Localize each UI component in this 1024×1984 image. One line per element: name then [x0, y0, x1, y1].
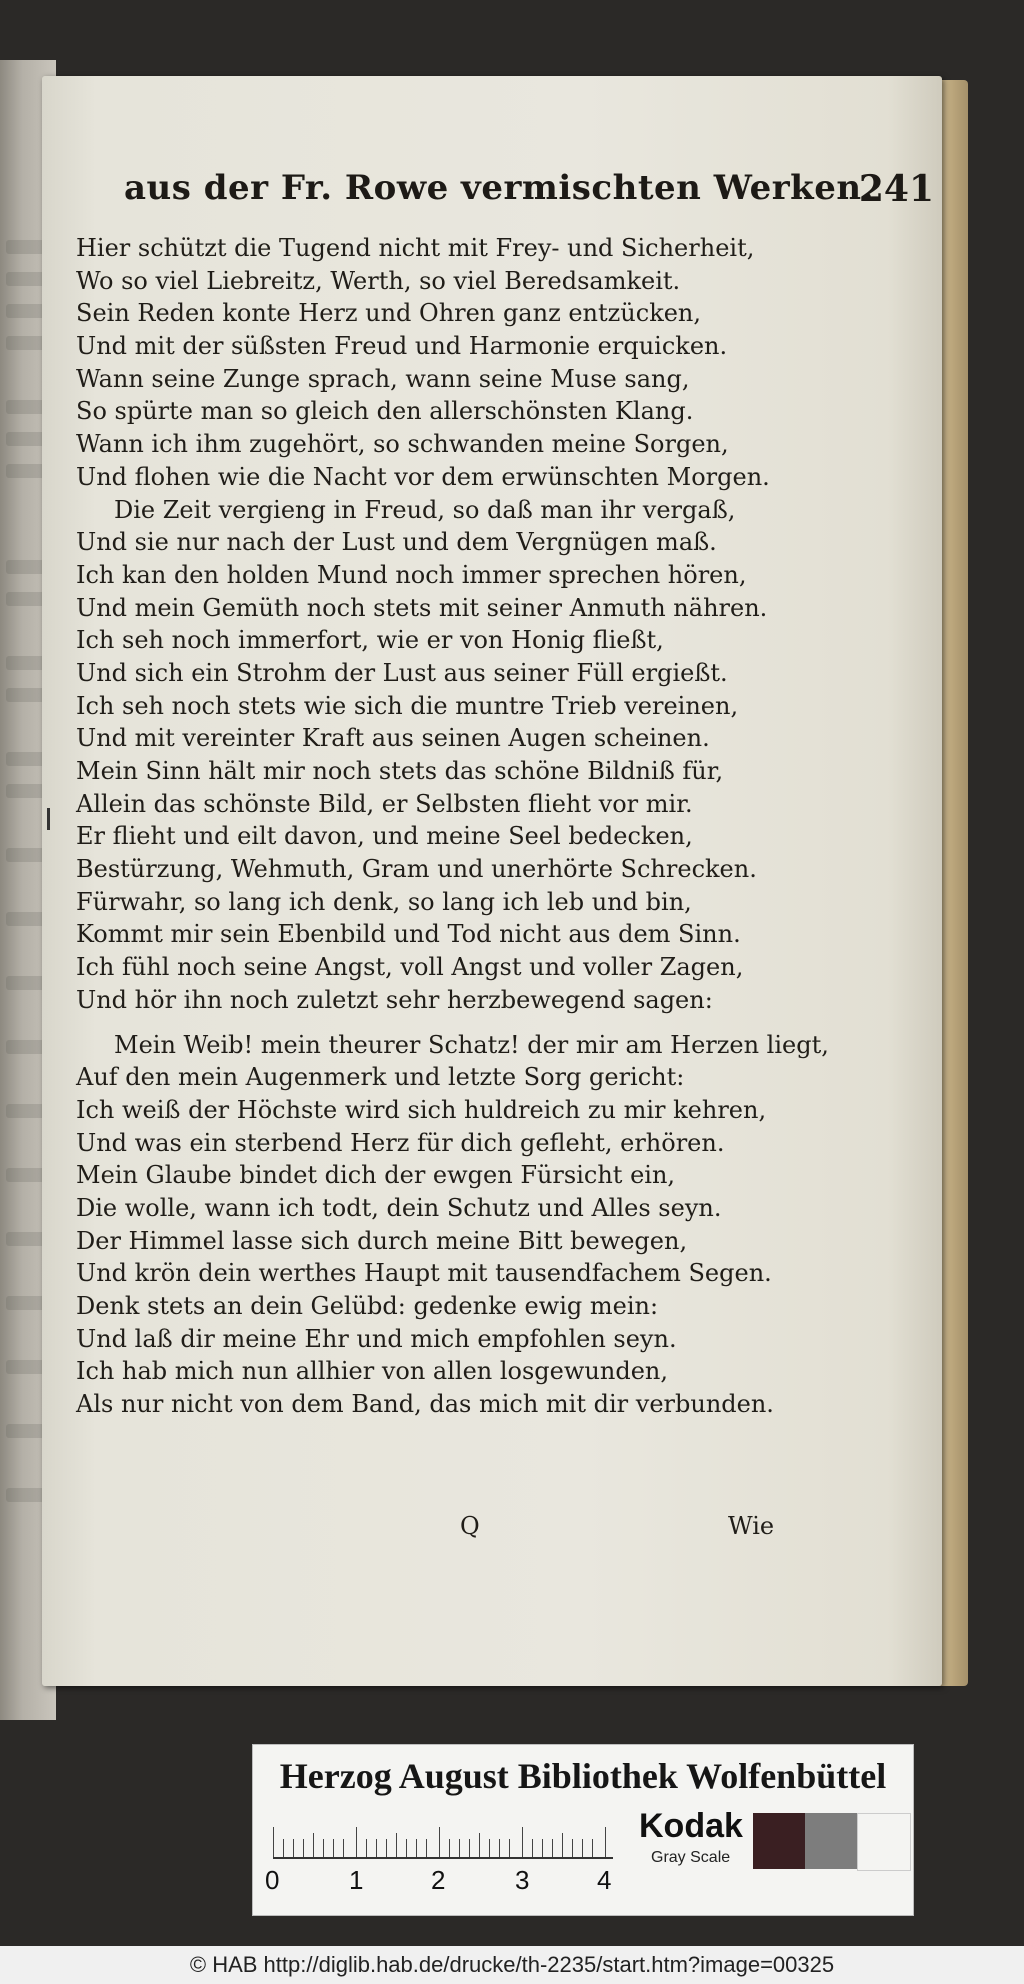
- text-line: Sein Reden konte Herz und Ohren ganz entzücken,: [76, 299, 702, 328]
- ruler-scale: [273, 1811, 613, 1859]
- kodak-logo: Kodak: [639, 1807, 743, 1845]
- text-line: Fürwahr, so lang ich denk, so lang ich leb und bin,: [76, 887, 692, 916]
- text-line: Und mein Gemüth noch stets mit seiner Anmuth nähren.: [76, 593, 768, 622]
- ruler-number: 4: [597, 1865, 612, 1895]
- color-patch-white: [857, 1813, 911, 1871]
- gray-scale-label: Gray Scale: [651, 1849, 731, 1866]
- text-line: Ich kan den holden Mund noch immer sprechen hören,: [76, 560, 747, 589]
- text-line: Mein Sinn hält mir noch stets das schöne Bildniß für,: [76, 757, 724, 785]
- margin-mark: [47, 808, 50, 830]
- text-line: Ich seh noch stets wie sich die muntre Trieb vereinen,: [76, 691, 739, 720]
- signature-mark: Q: [460, 1512, 480, 1540]
- copyright-footer: © HAB http://diglib.hab.de/drucke/th-2235/start.htm?image=00325: [0, 1946, 1024, 1984]
- text-line: Ich seh noch immerfort, wie er von Honig fließt,: [76, 626, 664, 655]
- ruler-number: 0: [265, 1865, 280, 1895]
- text-line: Wo so viel Liebreitz, Werth, so viel Beredsamkeit.: [76, 266, 681, 295]
- text-line: Und flohen wie die Nacht vor dem erwünschten Morgen.: [76, 462, 770, 491]
- color-patch-gray: [805, 1813, 857, 1869]
- color-calibration-card: [252, 1744, 914, 1916]
- text-line: Wann ich ihm zugehört, so schwanden meine Sorgen,: [76, 430, 729, 459]
- text-line: Und mit vereinter Kraft aus seinen Augen scheinen.: [76, 724, 710, 753]
- text-line: Wann seine Zunge sprach, wann seine Muse sang,: [76, 364, 690, 393]
- text-line: Mein Glaube bindet dich der ewgen Fürsicht ein,: [76, 1161, 676, 1190]
- text-line: Die wolle, wann ich todt, dein Schutz und Alles seyn.: [76, 1193, 722, 1222]
- text-line: Mein Weib! mein theurer Schatz! der mir am Herzen liegt,: [114, 1030, 829, 1059]
- text-line: Ich fühl noch seine Angst, voll Angst und voller Zagen,: [76, 953, 744, 982]
- poem-text: [76, 232, 829, 1421]
- library-name: Herzog August Bibliothek Wolfenbüttel: [279, 1756, 887, 1796]
- text-line: So spürte man so gleich den allerschönsten Klang.: [76, 397, 694, 426]
- text-line: Und was ein sterbend Herz für dich gefleht, erhören.: [76, 1128, 725, 1157]
- page-number: 241: [858, 168, 934, 210]
- text-line: Ich weiß der Höchste wird sich huldreich zu mir kehren,: [76, 1095, 767, 1124]
- text-line: Er flieht und eilt davon, und meine Seel bedecken,: [76, 822, 693, 851]
- text-line: Und sie nur nach der Lust und dem Vergnügen maß.: [76, 528, 717, 557]
- text-line: Denk stets an dein Gelübd: gedenke ewig mein:: [76, 1292, 659, 1320]
- text-line: Bestürzung, Wehmuth, Gram und unerhörte Schrecken.: [76, 855, 757, 884]
- text-line: Und mit der süßsten Freud und Harmonie erquicken.: [76, 332, 728, 361]
- color-patch-dark: [753, 1813, 805, 1869]
- text-line: Als nur nicht von dem Band, das mich mit dir verbunden.: [76, 1390, 774, 1419]
- catchword: Wie: [728, 1512, 775, 1540]
- running-title: aus der Fr. Rowe vermischten Werken.: [124, 168, 874, 208]
- text-line: Und sich ein Strohm der Lust aus seiner Füll ergießt.: [76, 658, 728, 687]
- text-line: Und krön dein werthes Haupt mit tausendfachem Segen.: [76, 1259, 772, 1288]
- text-line: Der Himmel lasse sich durch meine Bitt bewegen,: [76, 1226, 688, 1255]
- text-line: Auf den mein Augenmerk und letzte Sorg gericht:: [76, 1063, 685, 1092]
- text-line: Und laß dir meine Ehr und mich empfohlen seyn.: [76, 1324, 677, 1353]
- text-line: Die Zeit vergieng in Freud, so daß man ihr vergaß,: [114, 495, 736, 524]
- text-line: Ich hab mich nun allhier von allen losgewunden,: [76, 1357, 668, 1386]
- text-line: Kommt mir sein Ebenbild und Tod nicht aus dem Sinn.: [76, 920, 741, 949]
- ruler-number: 2: [431, 1865, 446, 1895]
- ruler-number: 1: [349, 1865, 364, 1895]
- ruler-number: 3: [515, 1865, 530, 1895]
- text-line: Allein das schönste Bild, er Selbsten flieht vor mir.: [76, 789, 693, 818]
- text-line: Hier schützt die Tugend nicht mit Frey- und Sicherheit,: [76, 234, 755, 262]
- text-line: Und hör ihn noch zuletzt sehr herzbewegend sagen:: [76, 985, 713, 1014]
